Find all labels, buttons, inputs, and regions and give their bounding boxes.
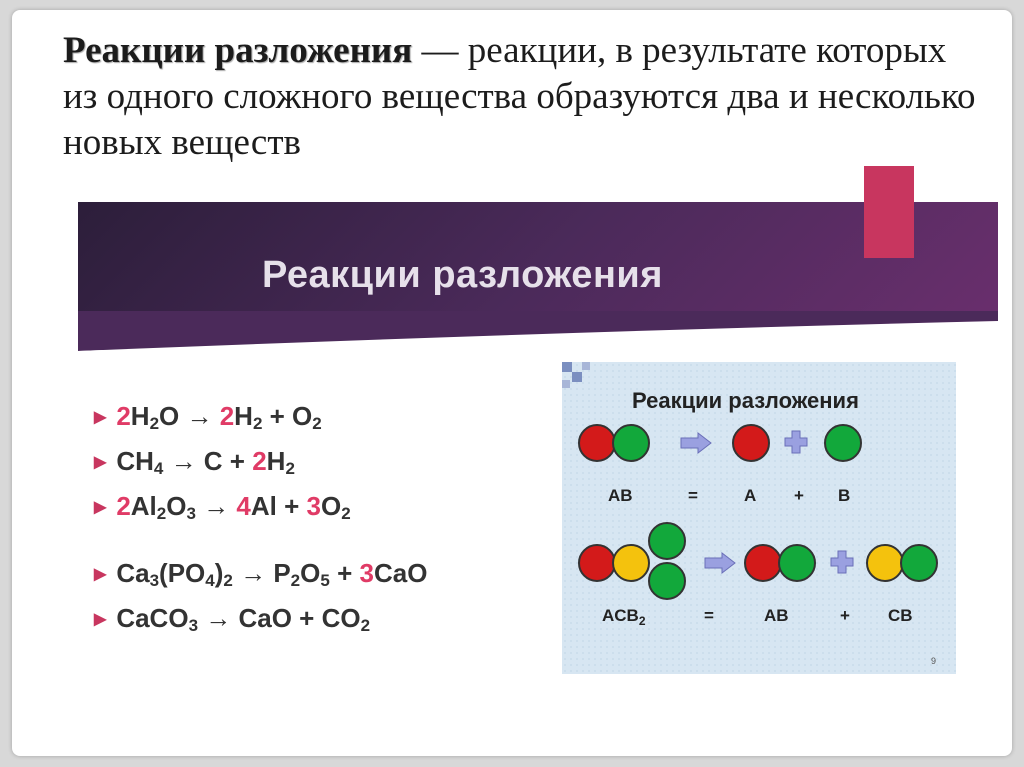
slide-heading: [63, 28, 983, 166]
band-curve: [78, 311, 998, 351]
equation-item: [94, 596, 427, 641]
equation-item: [94, 551, 427, 596]
bullet-arrow-icon: ▶: [94, 454, 107, 471]
panel-title: Реакции разложения: [632, 388, 859, 413]
arrow-right-icon: [680, 432, 712, 454]
bullet-arrow-icon: ▶: [94, 611, 107, 628]
equation-text: $CH_4 \to C + 2H_2$: [116, 446, 295, 478]
page-number: 9: [930, 656, 936, 666]
heading-term: Реакции разложения: [63, 30, 413, 71]
equation-item: [94, 394, 427, 439]
diagram-panel: [562, 362, 956, 674]
bullet-arrow-icon: ▶: [94, 566, 107, 583]
slide-title: Реакции разложения: [262, 254, 663, 296]
red-atom: [578, 544, 616, 582]
equation-text: $Ca_3(PO_4)_2 \to P_2O_5 + 3CaO$: [116, 558, 428, 590]
green-atom: [648, 522, 686, 560]
embedded-slide: [44, 166, 999, 732]
label-equals: =: [704, 606, 714, 625]
label-plus: +: [840, 606, 850, 625]
equation-text: CaCO$_3$ → CaO + $CO_2$: [116, 603, 371, 635]
label-equals: =: [688, 486, 698, 505]
equation-item: [94, 484, 427, 529]
equation-list: [94, 394, 427, 641]
heading-definition: — реакции, в результате которых из одного сложного вещества образуются два и несколько новых веществ: [63, 30, 976, 163]
label-ab-product: AB: [764, 606, 789, 625]
red-atom: [732, 424, 770, 462]
red-atom: [578, 424, 616, 462]
accent-tab: [864, 166, 914, 258]
bullet-arrow-icon: ▶: [94, 499, 107, 516]
arrow-right-icon: [704, 552, 736, 574]
plus-icon: [830, 550, 854, 574]
equation-item: [94, 439, 427, 484]
plus-icon: [784, 430, 808, 454]
label-cb: CB: [888, 606, 913, 625]
green-atom: [612, 424, 650, 462]
label-plus: +: [794, 486, 804, 505]
corner-pattern-icon: [562, 362, 602, 392]
label-acb2: $ACB_2$: [602, 606, 646, 628]
bullet-arrow-icon: ▶: [94, 409, 107, 426]
label-b: B: [838, 486, 851, 505]
equation-text: $2H_2O \to 2H_2 + O_2$: [116, 401, 322, 433]
green-atom: [900, 544, 938, 582]
yellow-atom: [866, 544, 904, 582]
yellow-atom: [612, 544, 650, 582]
green-atom: [778, 544, 816, 582]
equation-text: $2Al_2O_3 \to 4Al + 3O_2$: [116, 491, 351, 523]
green-atom: [648, 562, 686, 600]
label-a: A: [744, 486, 757, 505]
red-atom: [744, 544, 782, 582]
label-ab: AB: [608, 486, 633, 505]
green-atom: [824, 424, 862, 462]
